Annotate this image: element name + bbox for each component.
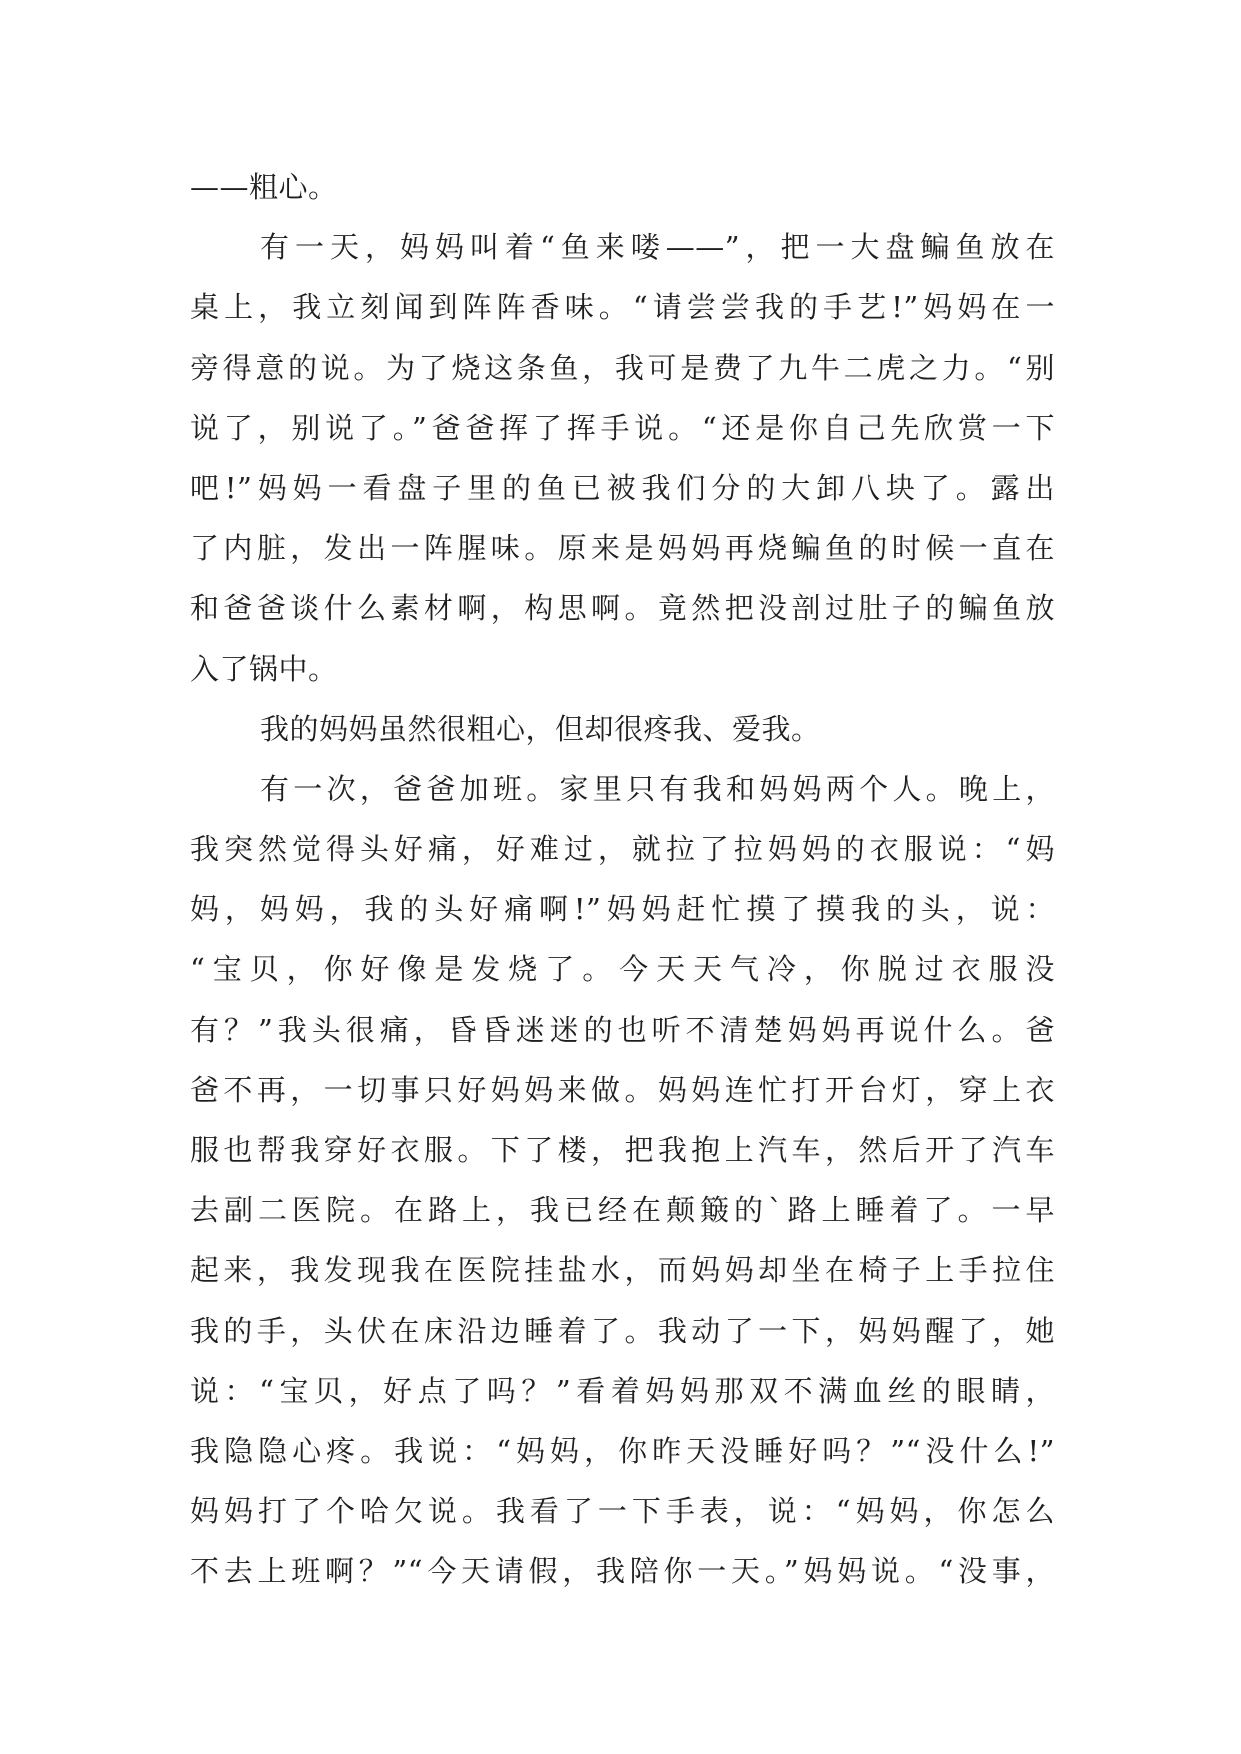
text-line: 我的手，头伏在床沿边睡着了。我动了一下，妈妈醒了，她 — [190, 1313, 1055, 1348]
text-line: 起来，我发现我在医院挂盐水，而妈妈却坐在椅子上手拉住 — [190, 1253, 1055, 1288]
text-line: 服也帮我穿好衣服。下了楼，把我抱上汽车，然后开了汽车 — [190, 1133, 1055, 1167]
text-line: 说：“宝贝，好点了吗？”看着妈妈那双不满血丝的眼睛， — [190, 1373, 1055, 1408]
paragraph-start-line: 有一天，妈妈叫着“鱼来喽——”，把一大盘鳊鱼放在 — [260, 230, 1055, 265]
body-text — [190, 157, 1055, 1602]
text-line: 妈妈打了个哈欠说。我看了一下手表，说：“妈妈，你怎么 — [190, 1494, 1055, 1529]
text-line: 去副二医院。在路上，我已经在颠簸的`路上睡着了。一早 — [190, 1193, 1055, 1228]
text-line: “宝贝，你好像是发烧了。今天天气冷，你脱过衣服没 — [190, 952, 1055, 987]
text-line: 吧!”妈妈一看盘子里的鱼已被我们分的大卸八块了。露出 — [190, 470, 1055, 505]
text-line: 桌上，我立刻闻到阵阵香味。“请尝尝我的手艺!”妈妈在一 — [190, 290, 1055, 325]
text-line: 不去上班啊？”“今天请假，我陪你一天。”妈妈说。“没事， — [190, 1554, 1055, 1589]
text-line: 了内脏，发出一阵腥味。原来是妈妈再烧鳊鱼的时候一直在 — [190, 531, 1055, 566]
paragraph-start-line: 有一次，爸爸加班。家里只有我和妈妈两个人。晚上， — [260, 771, 1055, 806]
text-line: 和爸爸谈什么素材啊，构思啊。竟然把没剖过肚子的鳊鱼放 — [190, 591, 1055, 626]
text-line: 有？”我头很痛，昏昏迷迷的也听不清楚妈妈再说什么。爸 — [190, 1012, 1055, 1047]
text-line: 入了锅中。 — [190, 651, 338, 686]
text-line: ——粗心。 — [190, 170, 338, 204]
text-line: 爸不再，一切事只好妈妈来做。妈妈连忙打开台灯，穿上衣 — [190, 1072, 1055, 1107]
paragraph-start-line: 我的妈妈虽然很粗心，但却很疼我、爱我。 — [260, 711, 821, 746]
text-line: 说了，别说了。”爸爸挥了挥手说。“还是你自己先欣赏一下 — [190, 410, 1055, 445]
text-line: 我隐隐心疼。我说：“妈妈，你昨天没睡好吗？”“没什么!” — [190, 1433, 1055, 1468]
text-line: 我突然觉得头好痛，好难过，就拉了拉妈妈的衣服说：“妈 — [190, 832, 1055, 867]
text-line: 旁得意的说。为了烧这条鱼，我可是费了九牛二虎之力。“别 — [190, 350, 1055, 385]
text-line: 妈，妈妈，我的头好痛啊!”妈妈赶忙摸了摸我的头，说： — [190, 892, 1055, 927]
